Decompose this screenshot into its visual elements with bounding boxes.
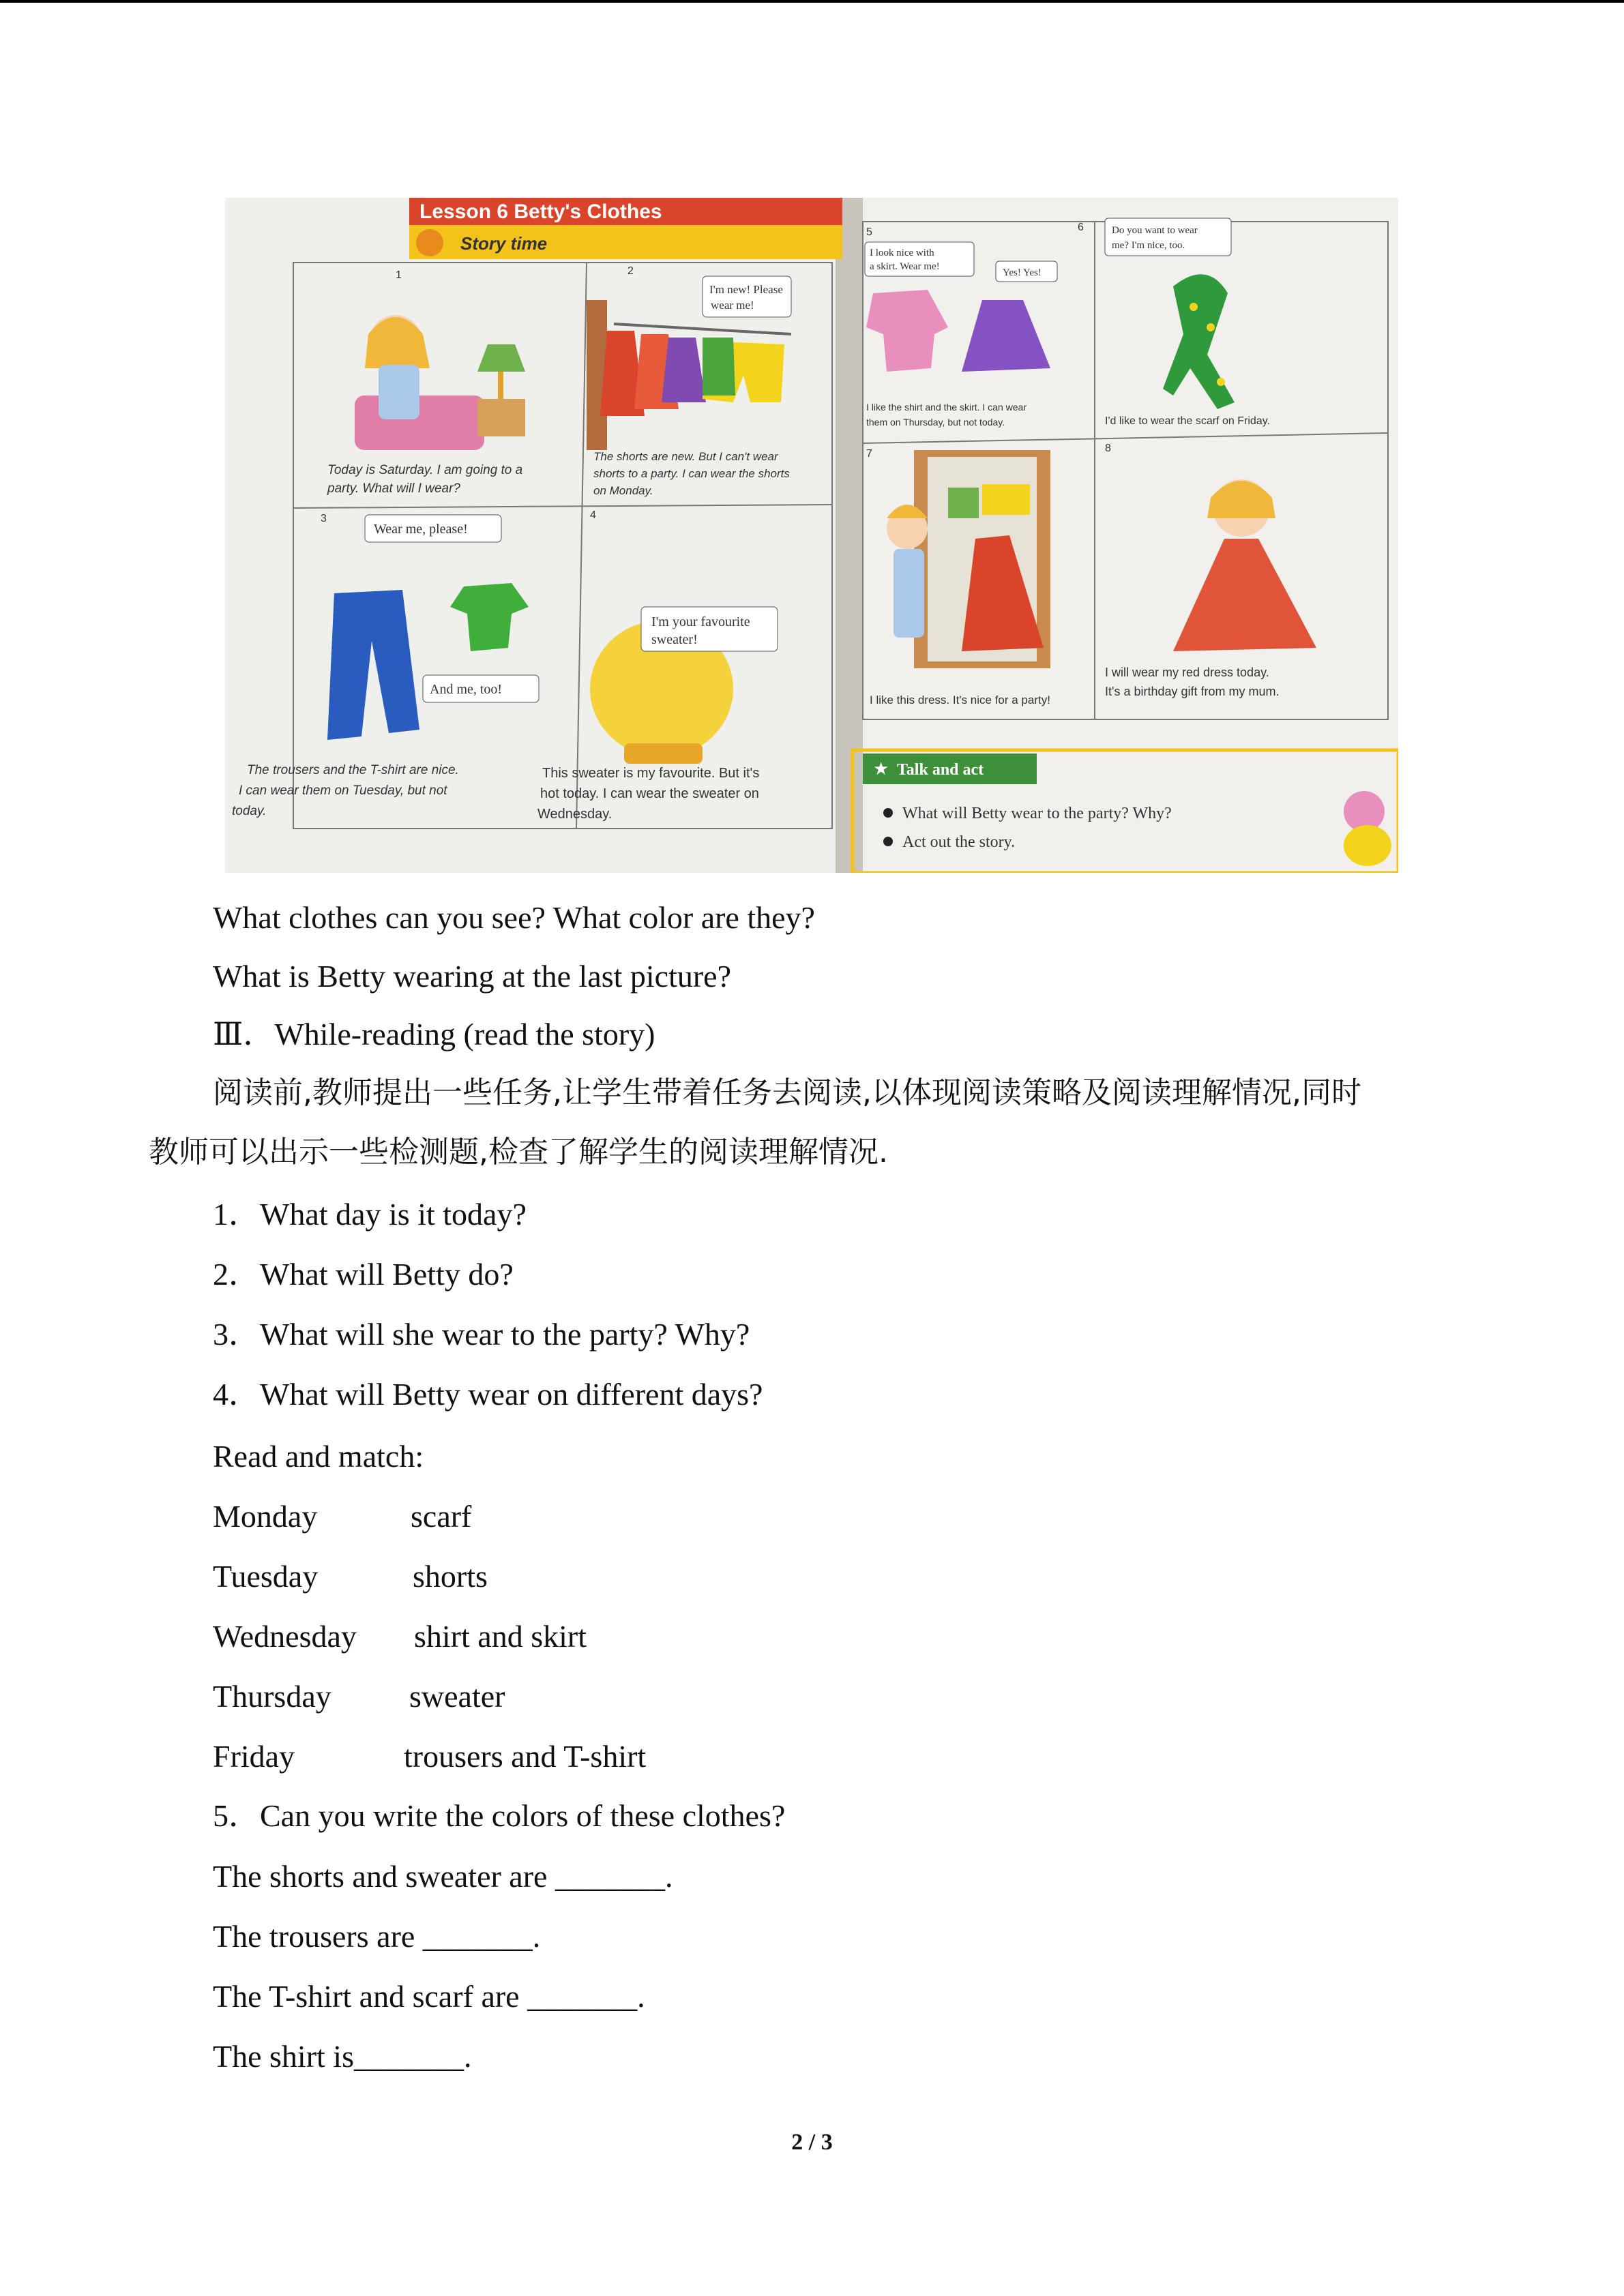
question-clothes: What clothes can you see? What color are they? xyxy=(213,900,815,935)
caption-text: Wednesday. xyxy=(537,807,612,822)
match-day: Monday xyxy=(213,1499,318,1534)
speech-bubble-text: wear me! xyxy=(711,299,754,312)
match-clothing: shirt and skirt xyxy=(414,1619,587,1654)
speech-bubble-text: me? I'm nice, too. xyxy=(1112,240,1185,251)
match-clothing: shorts xyxy=(413,1559,488,1594)
speech-bubble-text: Wear me, please! xyxy=(374,522,468,537)
caption-text: I'd like to wear the scarf on Friday. xyxy=(1105,415,1270,427)
match-clothing: trousers and T-shirt xyxy=(404,1739,647,1774)
speech-bubble-text: a skirt. Wear me! xyxy=(870,261,940,272)
panel-number: 1 xyxy=(396,269,402,281)
caption-text: I like this dress. It's nice for a party! xyxy=(870,694,1050,706)
speech-bubble-text: Yes! Yes! xyxy=(1003,267,1042,278)
match-day: Wednesday xyxy=(213,1619,357,1654)
caption-text: on Monday. xyxy=(593,484,653,497)
caption-text: The trousers and the T-shirt are nice. xyxy=(247,763,459,777)
page-number: 2 / 3 xyxy=(791,2130,833,2155)
question-5: 5．Can you write the colors of these clothes? xyxy=(213,1798,786,1833)
panel-number: 3 xyxy=(321,513,327,524)
lesson-title: Lesson 6 Betty's Clothes xyxy=(419,200,662,223)
question-last-picture: What is Betty wearing at the last picture? xyxy=(213,959,732,994)
match-day: Tuesday xyxy=(213,1559,319,1594)
textbook-illustration xyxy=(225,198,1398,873)
talk-and-act-title: Talk and act xyxy=(897,761,984,779)
fill-in-blank-4: The shirt is_______. xyxy=(213,2039,472,2074)
match-clothing: scarf xyxy=(411,1499,472,1534)
speech-bubble-text: And me, too! xyxy=(430,682,503,697)
question-3: 3．What will she wear to the party? Why? xyxy=(213,1317,750,1352)
caption-text: Today is Saturday. I am going to a xyxy=(327,463,523,477)
caption-text: I like the shirt and the skirt. I can wear xyxy=(866,402,1027,413)
top-border-line xyxy=(0,0,1624,3)
chinese-paragraph-line-2: 教师可以出示一些检测题,检查了解学生的阅读理解情况. xyxy=(149,1135,888,1169)
question-4: 4．What will Betty wear on different days? xyxy=(213,1377,763,1412)
fill-in-blank-3: The T-shirt and scarf are _______. xyxy=(213,1979,645,2014)
question-1: 1．What day is it today? xyxy=(213,1197,527,1232)
caption-text: hot today. I can wear the sweater on xyxy=(540,786,759,801)
caption-text: today. xyxy=(232,804,267,818)
match-day: Thursday xyxy=(213,1679,331,1714)
chinese-paragraph-line-1: 阅读前,教师提出一些任务,让学生带着任务去阅读,以体现阅读策略及阅读理解情况,同时 xyxy=(213,1075,1361,1110)
caption-text: This sweater is my favourite. But it's xyxy=(542,766,760,781)
caption-text: I can wear them on Tuesday, but not xyxy=(239,784,447,798)
panel-number: 5 xyxy=(866,226,872,238)
caption-text: The shorts are new. But I can't wear xyxy=(593,450,778,463)
section-label: Story time xyxy=(460,233,548,254)
section-heading: Ⅲ．While-reading (read the story) xyxy=(213,1017,655,1052)
caption-text: them on Thursday, but not today. xyxy=(866,417,1005,428)
panel-number: 8 xyxy=(1105,443,1111,454)
speech-bubble-text: sweater! xyxy=(651,632,698,647)
panel-number: 4 xyxy=(590,509,596,521)
speech-bubble-text: I look nice with xyxy=(870,248,934,258)
caption-text: shorts to a party. I can wear the shorts xyxy=(593,467,790,480)
panel-number: 7 xyxy=(866,448,872,460)
question-2: 2．What will Betty do? xyxy=(213,1257,514,1292)
fill-in-blank-1: The shorts and sweater are _______. xyxy=(213,1859,673,1894)
caption-text: It's a birthday gift from my mum. xyxy=(1105,685,1280,698)
star-icon: ★ xyxy=(873,758,889,779)
speech-bubble-text: I'm your favourite xyxy=(651,614,750,629)
match-clothing: sweater xyxy=(409,1679,505,1714)
read-and-match-label: Read and match: xyxy=(213,1439,424,1474)
speech-bubble-text: I'm new! Please xyxy=(709,283,783,296)
talk-item: What will Betty wear to the party? Why? xyxy=(902,805,1172,822)
speech-bubble-text: Do you want to wear xyxy=(1112,225,1198,236)
panel-number: 2 xyxy=(628,265,634,277)
caption-text: party. What will I wear? xyxy=(327,481,460,496)
panel-number: 6 xyxy=(1078,222,1084,233)
textbook-photo xyxy=(225,198,1398,873)
match-day: Friday xyxy=(213,1739,295,1774)
talk-item: Act out the story. xyxy=(902,833,1016,851)
fill-in-blank-2: The trousers are _______. xyxy=(213,1919,541,1954)
caption-text: I will wear my red dress today. xyxy=(1105,666,1269,679)
